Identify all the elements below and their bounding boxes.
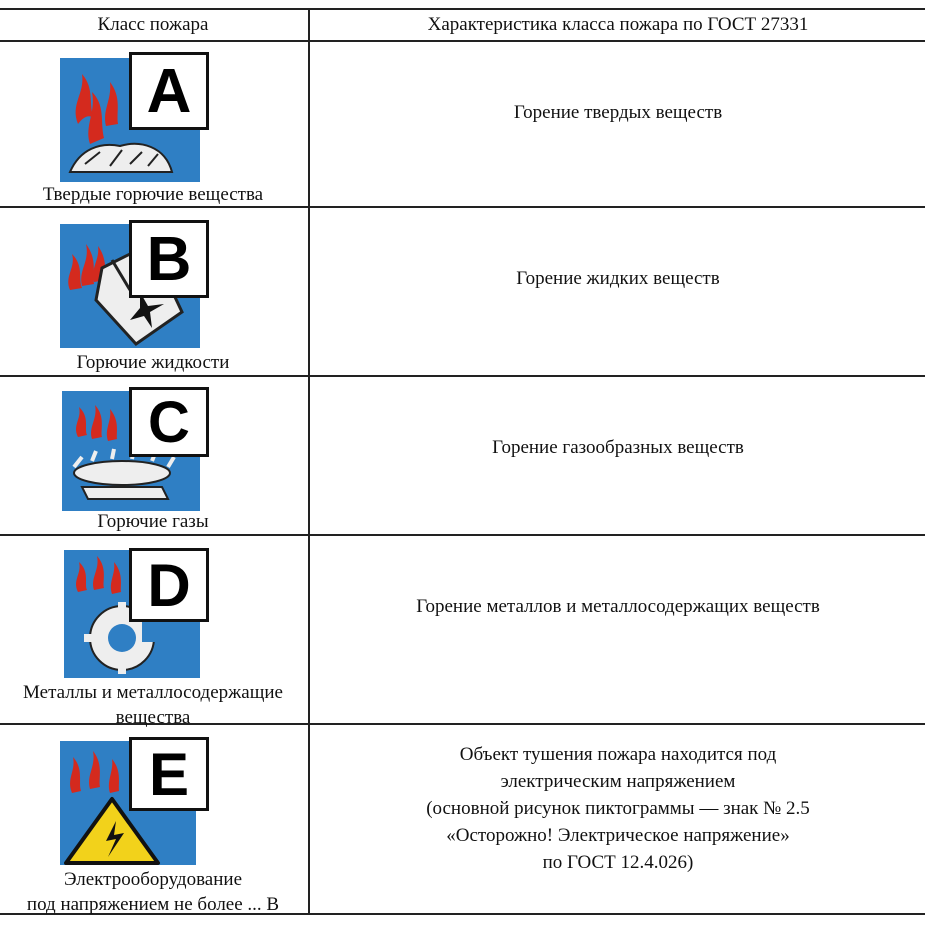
class-description: Горение металлов и металлосодержащих веществ xyxy=(416,595,820,617)
table-row xyxy=(0,377,308,534)
class-description: Горение жидких веществ xyxy=(516,267,720,289)
class-letter-b: B xyxy=(129,220,209,298)
class-letter-e: E xyxy=(129,737,209,811)
description-line: (основной рисунок пиктограммы — знак № 2.5 xyxy=(426,797,810,819)
class-caption: под напряжением не более ... В xyxy=(26,894,280,915)
class-caption: Горючие газы xyxy=(97,511,209,532)
description-line: электрическим напряжением xyxy=(500,770,736,792)
class-letter-a: A xyxy=(129,52,209,130)
description-line: Объект тушения пожара находится под xyxy=(459,743,777,765)
class-caption: Металлы и металлосодержащие xyxy=(23,682,283,703)
description-line: по ГОСТ 12.4.026) xyxy=(542,851,694,873)
class-caption: Электрооборудование xyxy=(63,869,243,890)
class-description: Горение твердых веществ xyxy=(513,101,723,123)
table-row xyxy=(0,536,308,728)
table-row xyxy=(0,42,308,206)
class-description: Горение газообразных веществ xyxy=(492,436,744,458)
header-characteristic: Характеристика класса пожара по ГОСТ 27331 xyxy=(427,14,809,35)
header-fire-class: Класс пожара xyxy=(97,14,209,35)
class-caption: Твердые горючие вещества xyxy=(42,184,264,205)
description-line: «Осторожно! Электрическое напряжение» xyxy=(446,824,790,846)
class-letter-c: C xyxy=(129,387,209,457)
class-caption: вещества xyxy=(115,707,191,728)
table-border-top xyxy=(0,8,925,10)
class-description xyxy=(310,733,925,883)
table-row xyxy=(0,208,308,375)
class-letter-d: D xyxy=(129,548,209,622)
table-row xyxy=(0,725,308,913)
class-caption: Горючие жидкости xyxy=(76,352,230,373)
